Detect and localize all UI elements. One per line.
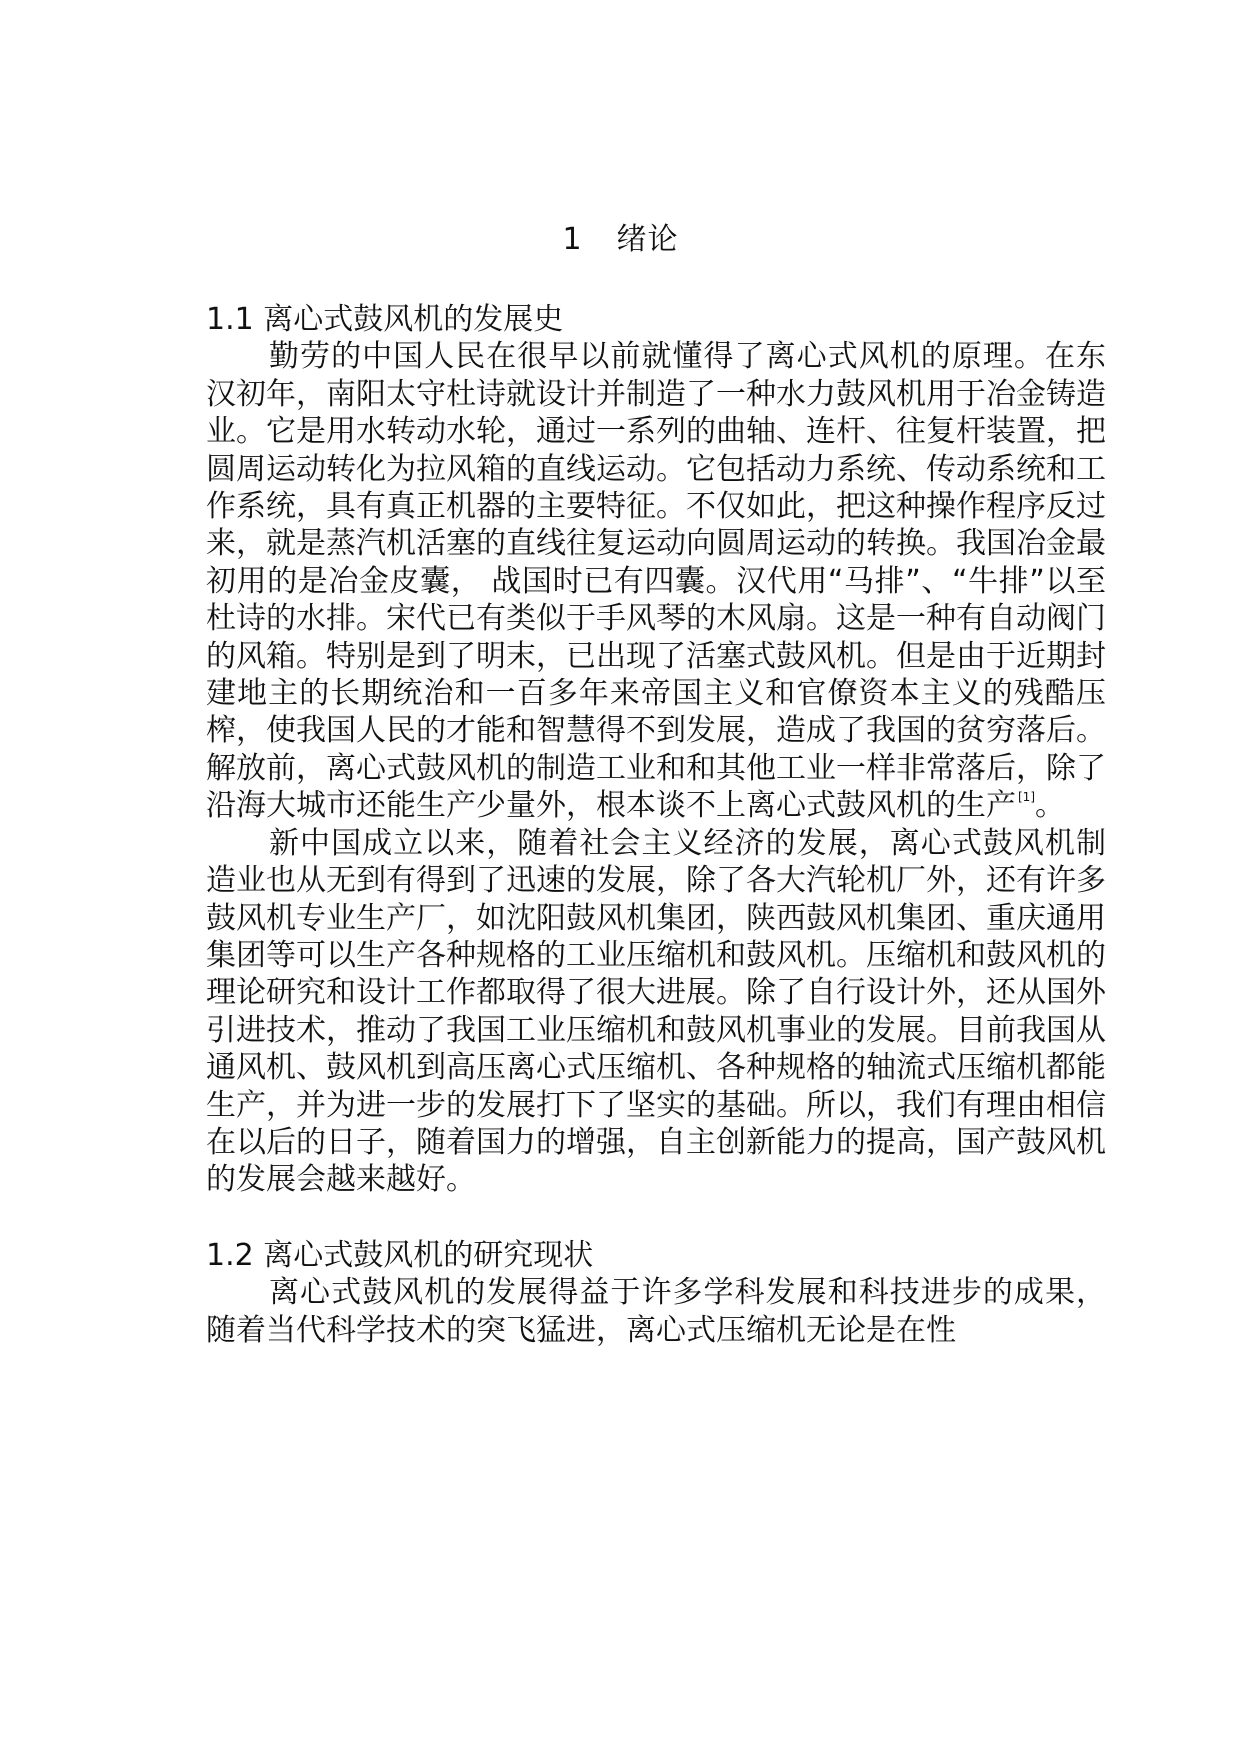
chapter-title [0, 218, 1241, 262]
chapter-name: 绪论 [616, 222, 679, 257]
section-heading: 1.2 离心式鼓风机的研究现状 [206, 1237, 594, 1273]
paragraph [206, 338, 1106, 824]
paragraph-text: 勤劳的中国人民在很早以前就懂得了离心式风机的原理。在东汉初年，南阳太守杜诗就设计并制造了一种水力鼓风机用于冶金铸造业。它是用水转动水轮，通过一系列的曲轴、连杆、往复杆装置，把圆周运动转化为拉风箱的直线运动。它包括动力系统、传动系统和工作系统，具有真正机器的主要特征。不仅如此，把这种操作程序反过来，就是蒸汽机活塞的直线往复运动向圆周运动的转换。我国冶金最初用的是冶金皮囊， 战国时已有四囊。汉代用“马排”、“牛排”以至杜诗的水排。宋代已有类似于手风琴的木风扇。这是一种有自动阀门的风箱。特别是到了明末，已出现了活塞式鼓风机。但是由于近期封建地主的长期统治和一百多年来帝国主义和官僚资本主义的残酷压榨，使我国人民的才能和智慧得不到发展，造成了我国的贫穷落后。解放前，离心式鼓风机的制造工业和和其他工业一样非常落后，除了沿海大城市还能生产少量外，根本谈不上离心式鼓风机的生产 [206, 339, 1106, 824]
section-heading: 1.1 离心式鼓风机的发展史 [206, 302, 564, 337]
paragraph: 新中国成立以来，随着社会主义经济的发展，离心式鼓风机制造业也从无到有得到了迅速的发展，除了各大汽轮机厂外，还有许多鼓风机专业生产厂，如沈阳鼓风机集团，陕西鼓风机集团、重庆通用集团等可以生产各种规格的工业压缩机和鼓风机。压缩机和鼓风机的理论研究和设计工作都取得了很大进展。除了自行设计外，还从国外引进技术，推动了我国工业压缩机和鼓风机事业的发展。目前我国从通风机、鼓风机到高压离心式压缩机、各种规格的轴流式压缩机都能生产，并为进一步的发展打下了坚实的基础。所以，我们有理由相信在以后的日子，随着国力的增强，自主创新能力的提高，国产鼓风机的发展会越来越好。 [206, 825, 1106, 1198]
section-history [206, 301, 1106, 1199]
paragraph-tail: 。 [1035, 788, 1065, 824]
document-body [206, 301, 1106, 1349]
citation-reference: [1] [1018, 790, 1035, 805]
chapter-number: 1 [562, 222, 583, 257]
section-research-status [206, 1237, 1106, 1349]
paragraph: 离心式鼓风机的发展得益于许多学科发展和科技进步的成果，随着当代科学技术的突飞猛进，离心式压缩机无论是在性 [206, 1275, 1106, 1348]
